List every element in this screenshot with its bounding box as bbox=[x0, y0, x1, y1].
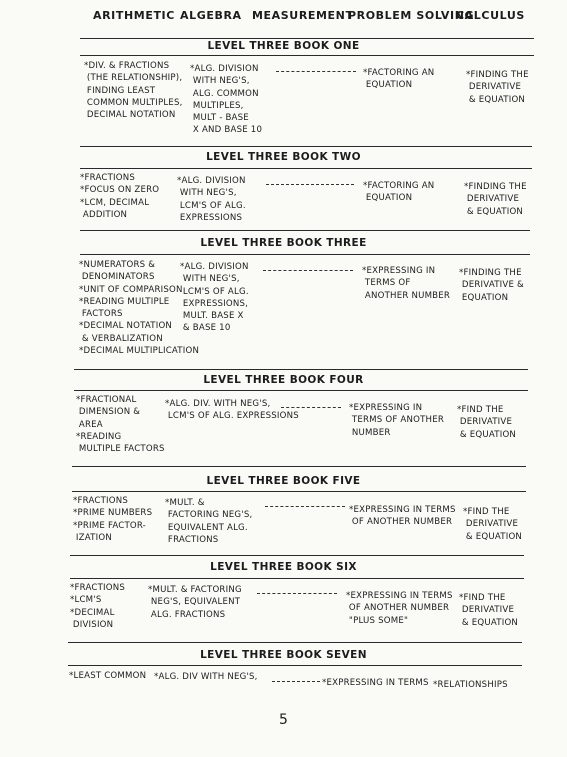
page-number: 5 bbox=[279, 712, 288, 728]
divider bbox=[72, 491, 526, 492]
book6-problem-solving: *EXPRESSING IN TERMS OF ANOTHER NUMBER "PLUS SOME" bbox=[346, 591, 453, 626]
divider bbox=[74, 369, 528, 370]
book7-calculus: *RELATIONSHIPS bbox=[433, 680, 508, 690]
book7-problem-solving: *EXPRESSING IN TERMS bbox=[322, 678, 429, 688]
book-title: LEVEL THREE BOOK SIX bbox=[210, 561, 357, 573]
measurement-empty-dash bbox=[266, 184, 354, 185]
book4-problem-solving: *EXPRESSING IN TERMS OF ANOTHER NUMBER bbox=[349, 403, 445, 438]
book-title: LEVEL THREE BOOK ONE bbox=[207, 40, 360, 52]
header-measurement: MEASUREMENT bbox=[252, 9, 354, 22]
divider bbox=[68, 642, 522, 643]
book6-algebra: *MULT. & FACTORING NEG'S, EQUIVALENT ALG. FRACTIONS bbox=[148, 585, 242, 620]
book2-calculus: *FINDING THE DERIVATIVE & EQUATION bbox=[464, 182, 527, 217]
book3-calculus: *FINDING THE DERIVATIVE & EQUATION bbox=[459, 268, 524, 303]
book3-algebra: *ALG. DIVISION WITH NEG'S, LCM'S OF ALG. EXPRESSIONS, MULT. BASE X & BASE 10 bbox=[180, 262, 249, 334]
book3-problem-solving: *EXPRESSING IN TERMS OF ANOTHER NUMBER bbox=[362, 266, 451, 301]
book1-arithmetic: *DIV. & FRACTIONS (THE RELATIONSHIP), FINDING LEAST COMMON MULTIPLES, DECIMAL NOTATION bbox=[84, 61, 183, 121]
book4-algebra: *ALG. DIV. WITH NEG'S, LCM'S OF ALG. EXPRESSIONS bbox=[165, 399, 299, 422]
divider bbox=[80, 146, 532, 147]
divider bbox=[80, 230, 530, 231]
divider bbox=[80, 55, 534, 56]
measurement-empty-dash bbox=[276, 71, 356, 72]
book2-algebra: *ALG. DIVISION WITH NEG'S, LCM'S OF ALG. EXPRESSIONS bbox=[177, 176, 246, 223]
header-algebra: ALGEBRA bbox=[180, 9, 242, 22]
measurement-empty-dash bbox=[281, 407, 341, 408]
subject-header bbox=[0, 9, 567, 31]
header-calculus: CALCULUS bbox=[456, 9, 525, 22]
divider bbox=[72, 466, 526, 467]
book2-problem-solving: *FACTORING AN EQUATION bbox=[363, 181, 435, 204]
book1-algebra: *ALG. DIVISION WITH NEG'S, ALG. COMMON MULTIPLES, MULT - BASE X AND BASE 10 bbox=[190, 64, 263, 136]
divider bbox=[70, 555, 524, 556]
book7-algebra: *ALG. DIV WITH NEG'S, bbox=[154, 672, 258, 682]
book1-problem-solving: *FACTORING AN EQUATION bbox=[363, 68, 435, 91]
divider bbox=[70, 578, 524, 579]
header-arithmetic: ARITHMETIC bbox=[93, 9, 175, 22]
book-title: LEVEL THREE BOOK FOUR bbox=[203, 374, 364, 386]
book6-arithmetic: *FRACTIONS *LCM'S *DECIMAL DIVISION bbox=[70, 583, 126, 630]
book5-problem-solving: *EXPRESSING IN TERMS OF ANOTHER NUMBER bbox=[349, 505, 456, 528]
divider bbox=[80, 168, 532, 169]
divider bbox=[80, 38, 534, 39]
divider bbox=[68, 665, 522, 666]
divider bbox=[74, 390, 528, 391]
measurement-empty-dash bbox=[263, 270, 353, 271]
book5-algebra: *MULT. & FACTORING NEG'S, EQUIVALENT ALG. FRACTIONS bbox=[165, 498, 253, 545]
divider bbox=[80, 254, 530, 255]
header-problem-solving: PROBLEM SOLVING bbox=[348, 9, 475, 22]
book-title: LEVEL THREE BOOK SEVEN bbox=[200, 649, 367, 661]
book6-calculus: *FIND THE DERIVATIVE & EQUATION bbox=[459, 593, 519, 628]
measurement-empty-dash bbox=[272, 681, 320, 682]
book7-arithmetic: *LEAST COMMON bbox=[69, 671, 147, 681]
book-title: LEVEL THREE BOOK THREE bbox=[200, 237, 367, 249]
book1-calculus: *FINDING THE DERIVATIVE & EQUATION bbox=[466, 70, 529, 105]
book2-arithmetic: *FRACTIONS *FOCUS ON ZERO *LCM, DECIMAL ADDITION bbox=[80, 173, 160, 220]
measurement-empty-dash bbox=[265, 506, 345, 507]
measurement-empty-dash bbox=[257, 593, 337, 594]
book-title: LEVEL THREE BOOK TWO bbox=[206, 151, 361, 163]
book5-calculus: *FIND THE DERIVATIVE & EQUATION bbox=[463, 507, 523, 542]
book3-arithmetic: *NUMERATORS & DENOMINATORS *UNIT OF COMPARISON *READING MULTIPLE FACTORS *DECIMAL NOTATION & VERBALIZATION *DECIMAL MULTIPLICATION bbox=[79, 260, 200, 357]
book-title: LEVEL THREE BOOK FIVE bbox=[206, 475, 361, 487]
book5-arithmetic: *FRACTIONS *PRIME NUMBERS *PRIME FACTOR- IZATION bbox=[73, 496, 153, 543]
book4-calculus: *FIND THE DERIVATIVE & EQUATION bbox=[457, 405, 517, 440]
book4-arithmetic: *FRACTIONAL DIMENSION & AREA *READING MULTIPLE FACTORS bbox=[76, 395, 165, 455]
